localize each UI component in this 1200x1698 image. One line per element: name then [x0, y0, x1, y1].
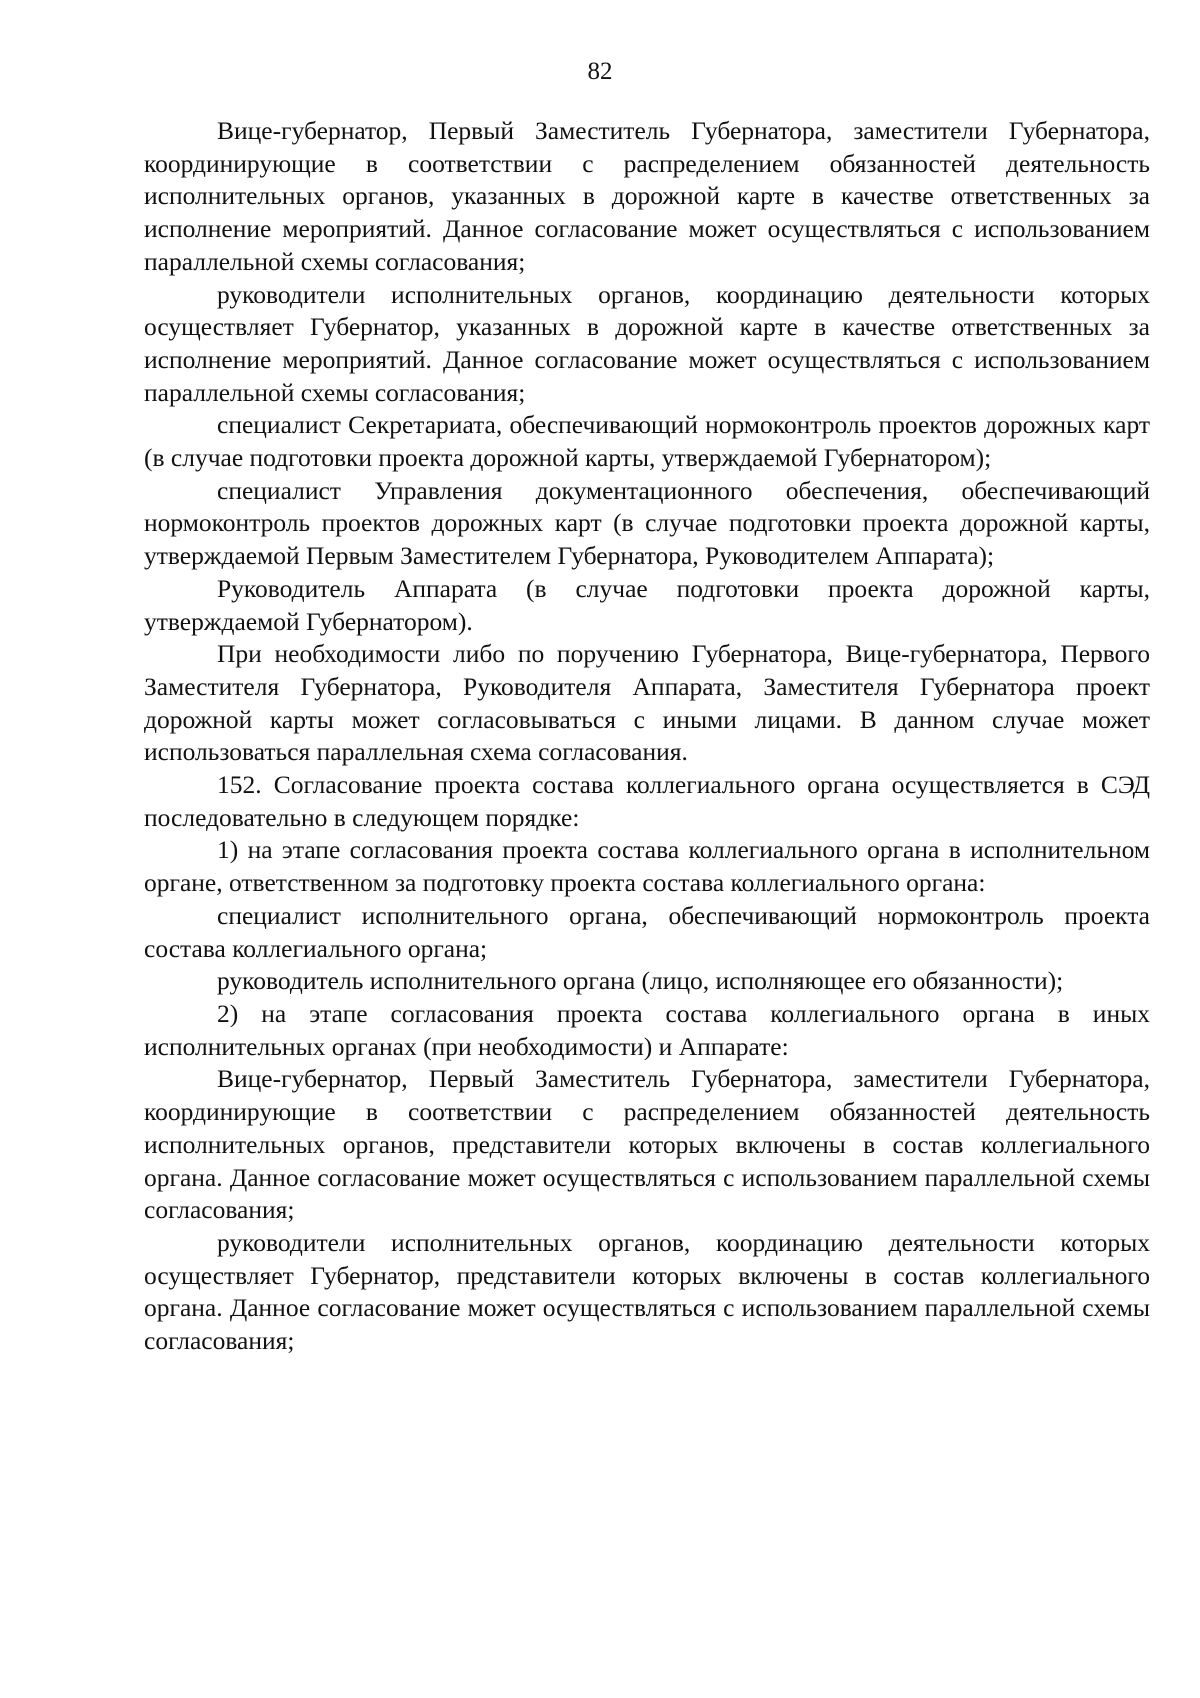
document-body	[144, 115, 1150, 1358]
paragraph: специалист Секретариата, обеспечивающий нормоконтроль проектов дорожных карт (в случае подготовки проекта дорожной карты, утверждаемой Губернатором);	[144, 410, 1150, 473]
paragraph: специалист Управления документационного обеспечения, обеспечивающий нормоконтроль проектов дорожных карт (в случае подготовки проекта дорожной карты, утверждаемой Первым Заместителем Губернатора, Руководителем Аппарата);	[144, 475, 1150, 571]
paragraph: руководители исполнительных органов, координацию деятельности которых осуществляет Губернатор, представители которых включены в состав коллегиального органа. Данное согласование может осуществляться с использованием параллельной схемы согласования;	[144, 1227, 1150, 1356]
paragraph: 152. Согласование проекта состава коллегиального органа осуществляется в СЭД последовательно в следующем порядке:	[144, 770, 1150, 832]
list-item: 2) на этапе согласования проекта состава коллегиального органа в иных исполнительных органах (при необходимости) и Аппарате:	[144, 998, 1150, 1061]
paragraph: Руководитель Аппарата (в случае подготовки проекта дорожной карты, утверждаемой Губернатором).	[144, 573, 1150, 636]
paragraph: При необходимости либо по поручению Губернатора, Вице-губернатора, Первого Заместителя Губернатора, Руководителя Аппарата, Заместителя Губернатора проект дорожной карты может согласовываться с иными лицами. В данном случае может использоваться параллельная схема согласования.	[144, 639, 1150, 767]
paragraph: Вице-губернатор, Первый Заместитель Губернатора, заместители Губернатора, координирующие в соответствии с распределением обязанностей деятельность исполнительных органов, указанных в дорожной карте в качестве ответственных за исполнение мероприятий. Данное согласование может осуществляться с использованием параллельной схемы согласования;	[144, 116, 1150, 276]
paragraph: специалист исполнительного органа, обеспечивающий нормоконтроль проекта состава коллегиального органа;	[144, 900, 1150, 963]
page-number: 82	[587, 58, 613, 85]
list-item: 1) на этапе согласования проекта состава коллегиального органа в исполнительном органе, ответственном за подготовку проекта состава коллегиального органа:	[144, 835, 1150, 898]
paragraph: руководитель исполнительного органа (лицо, исполняющее его обязанности);	[217, 966, 1064, 996]
paragraph: Вице-губернатор, Первый Заместитель Губернатора, заместители Губернатора, координирующие в соответствии с распределением обязанностей деятельность исполнительных органов, представители которых включены в состав коллегиального органа. Данное согласование может осуществляться с использованием параллельной схемы согласования;	[144, 1064, 1150, 1225]
paragraph: руководители исполнительных органов, координацию деятельности которых осуществляет Губернатор, указанных в дорожной карте в качестве ответственных за исполнение мероприятий. Данное согласование может осуществляться с использованием параллельной схемы согласования;	[144, 279, 1150, 407]
